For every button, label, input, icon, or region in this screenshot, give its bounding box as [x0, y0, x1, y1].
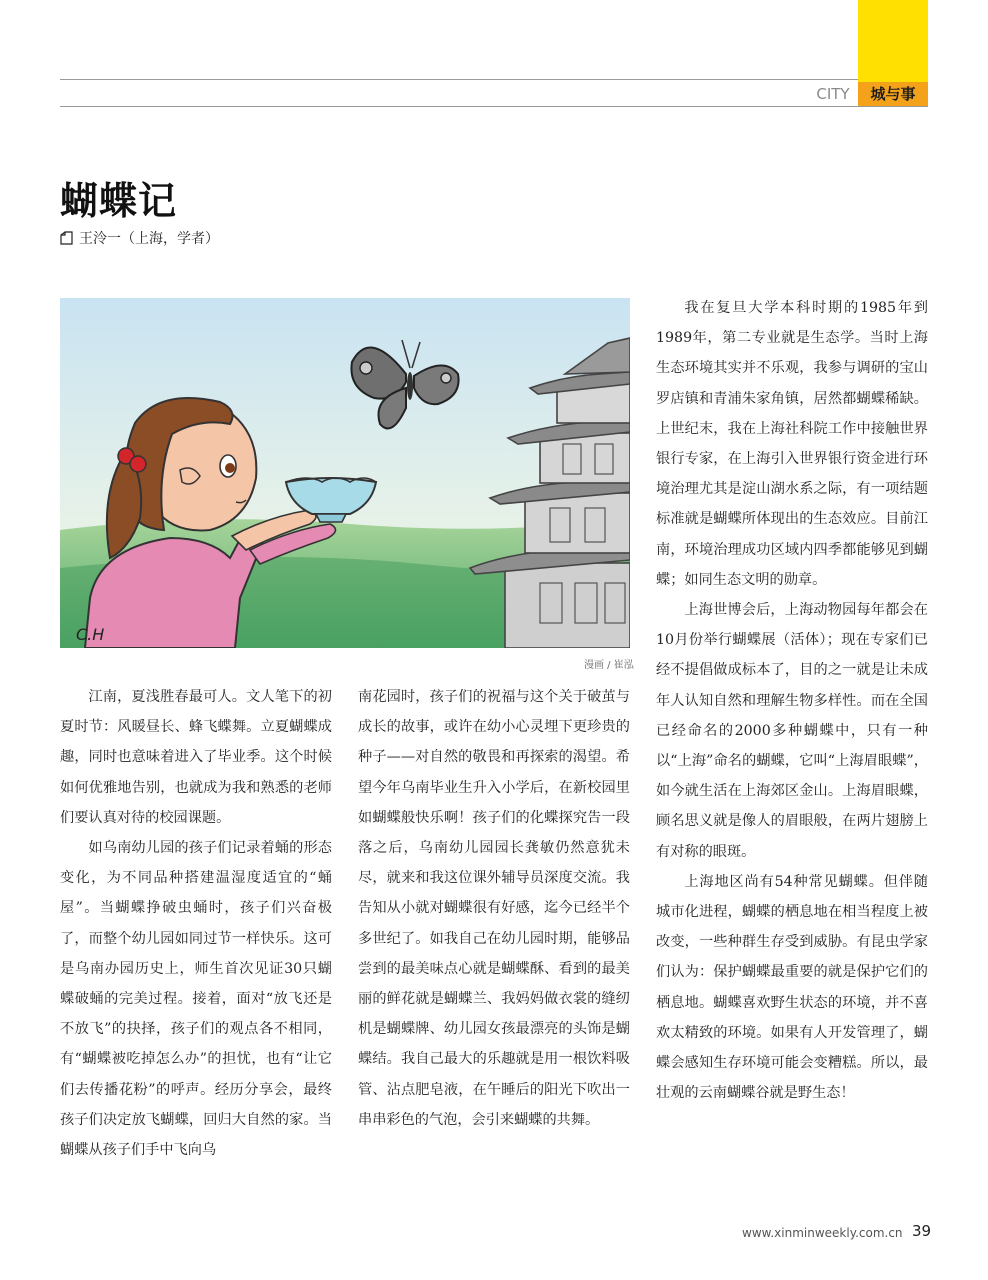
cartoon-illustration [60, 298, 630, 648]
illustration-credit: 漫画 / 崔泓 [584, 660, 634, 671]
section-label-cn: 城与事 [858, 82, 928, 106]
footer-url: www.xinminweekly.com.cn [742, 1226, 903, 1240]
byline [60, 228, 219, 248]
section-label-en: CITY [816, 85, 850, 103]
article-column-1 [60, 682, 332, 1165]
paragraph: 江南，夏浅胜春最可人。文人笔下的初夏时节：风暖昼长、蜂飞蝶舞。立夏蝴蝶成趣，同时也意味着进入了毕业季。这个时候如何优雅地告别，也就成为我和熟悉的老师们要认真对待的校园课题。 [60, 689, 332, 826]
page-number: 39 [912, 1222, 932, 1240]
article-column-3 [656, 293, 928, 1108]
pen-icon [60, 231, 73, 245]
illustration-signature: C.H [76, 625, 105, 644]
author-name: 王泠一（上海，学者） [79, 231, 219, 247]
paragraph: 上海地区尚有54种常见蝴蝶。但伴随城市化进程，蝴蝶的栖息地在相当程度上被改变，一些种群生存受到威胁。有昆虫学家们认为：保护蝴蝶最重要的就是保护它们的栖息地。蝴蝶喜欢野生状态的环境，并不喜欢太精致的环境。如果有人开发管理了，蝴蝶会感知生存环境可能会变糟糕。所以，最壮观的云南蝴蝶谷就是野生态！ [656, 873, 928, 1102]
paragraph: 如乌南幼儿园的孩子们记录着蛹的形态变化，为不同品种搭建温湿度适宜的“蛹屋”。当蝴蝶挣破虫蛹时，孩子们兴奋极了，而整个幼儿园如同过节一样快乐。这可是乌南办园历史上，师生首次见证30只蝴蝶破蛹的完美过程。接着，面对“放飞还是不放飞”的抉择，孩子们的观点各不相同，有“蝴蝶被吃掉怎么办”的担忧，也有“让它们去传播花粉”的呼声。经历分享会，最终孩子们决定放飞蝴蝶，回归大自然的家。当蝴蝶从孩子们手中飞向乌 [60, 840, 332, 1159]
paragraph: 我在复旦大学本科时期的1985年到1989年，第二专业就是生态学。当时上海生态环境其实并不乐观，我参与调研的宝山罗店镇和青浦朱家角镇，居然都蝴蝶稀缺。上世纪末，我在上海社科院工作中接触世界银行专家，在上海引入世界银行资金进行环境治理尤其是淀山湖水系之际，有一项结题标准就是蝴蝶所体现出的生态效应。目前江南，环境治理成功区域内四季都能够见到蝴蝶；如同生态文明的勋章。 [656, 300, 928, 588]
illustration-svg [60, 298, 630, 648]
article-title: 蝴蝶记 [60, 179, 178, 223]
header-rule-top [60, 79, 858, 80]
paragraph: 上海世博会后，上海动物园每年都会在10月份举行蝴蝶展（活体）；现在专家们已经不提倡做成标本了，目的之一就是让未成年人认知自然和理解生物多样性。而在全国已经命名的2000多种蝴蝶中，只有一种以“上海”命名的蝴蝶，它叫“上海眉眼蝶”，如今就生活在上海郊区金山。上海眉眼蝶，顾名思义就是像人的眉眼般，在两片翅膀上有对称的眼斑。 [656, 602, 928, 860]
article-column-2 [358, 682, 630, 1135]
header-rule-bottom [60, 106, 928, 107]
paragraph: 南花园时，孩子们的祝福与这个关于破茧与成长的故事，或许在幼小心灵埋下更珍贵的种子——对自然的敬畏和再探索的渴望。希望今年乌南毕业生升入小学后，在新校园里如蝴蝶般快乐啊！孩子们的化蝶探究告一段落之后，乌南幼儿园园长龚敏仍然意犹未尽，就来和我这位课外辅导员深度交流。我告知从小就对蝴蝶很有好感，迄今已经半个多世纪了。如我自己在幼儿园时期，能够品尝到的最美味点心就是蝴蝶酥、看到的最美丽的鲜花就是蝴蝶兰、我妈妈做衣裳的缝纫机是蝴蝶牌、幼儿园女孩最漂亮的头饰是蝴蝶结。我自己最大的乐趣就是用一根饮料吸管、沾点肥皂液，在午睡后的阳光下吹出一串串彩色的气泡，会引来蝴蝶的共舞。 [358, 689, 630, 1128]
